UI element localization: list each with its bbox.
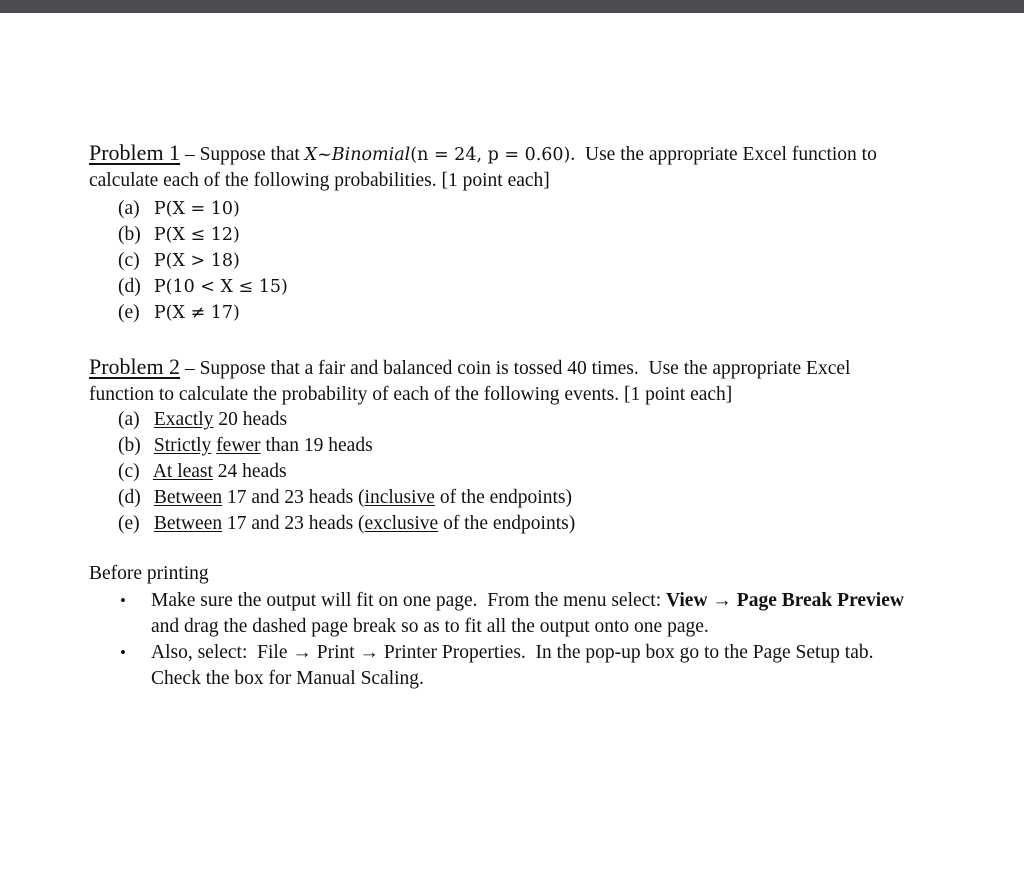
probability-expression: P(X ≤ 12) <box>153 225 240 245</box>
item-text: than 19 heads <box>260 435 373 456</box>
window-top-bar <box>0 0 1024 13</box>
item-label: (a) <box>118 198 140 219</box>
document-page <box>0 13 1024 893</box>
item-label: (c) <box>118 461 140 482</box>
bullet-icon: • <box>120 591 126 610</box>
list-item <box>118 222 288 248</box>
distribution-params: (n = 24, p = 0.60) <box>410 145 571 165</box>
distribution-tilde: ~ <box>317 145 332 165</box>
list-item <box>118 407 575 433</box>
problem-1-line-2: calculate each of the following probabilities. [1 point each] <box>89 170 550 191</box>
problem-1-line-1 <box>89 140 969 168</box>
problem-2-heading: Problem 2 <box>89 354 181 379</box>
underlined-term: At least <box>152 461 213 482</box>
list-item <box>118 248 288 274</box>
underlined-term: inclusive <box>364 487 435 508</box>
problem-2-line-1 <box>89 354 969 382</box>
list-item <box>118 300 288 326</box>
problem-1-intro: – Suppose that <box>180 144 305 165</box>
item-label: (e) <box>118 302 140 323</box>
underlined-term: fewer <box>216 435 261 456</box>
bullet-icon: • <box>120 643 126 662</box>
probability-expression: P(X ≠ 17) <box>153 303 240 323</box>
underlined-term: Between <box>153 513 223 534</box>
item-label: (d) <box>118 487 141 508</box>
item-text: of the endpoints) <box>434 487 572 508</box>
item-text: 17 and 23 heads ( <box>222 487 365 508</box>
problem-1-paragraph <box>89 140 969 194</box>
item-label: (c) <box>118 250 140 271</box>
probability-expression: P(X = 10) <box>153 199 240 219</box>
item-label: (b) <box>118 435 141 456</box>
distribution-variable: X <box>304 145 318 165</box>
item-text: 17 and 23 heads ( <box>222 513 365 534</box>
problem-2-list <box>118 407 575 537</box>
bullet-1-line-1 <box>151 588 989 614</box>
probability-expression: P(X > 18) <box>153 251 240 271</box>
underlined-term: Strictly <box>153 435 212 456</box>
list-item <box>118 485 575 511</box>
list-item <box>118 274 288 300</box>
bullet-item <box>89 588 989 640</box>
list-item <box>118 511 575 537</box>
arrow-icon: → <box>707 590 737 611</box>
problem-2-line-1-tail: – Suppose that a fair and balanced coin is tossed 40 times. Use the appropriate Excel <box>180 358 851 379</box>
printing-heading: Before printing <box>89 563 209 584</box>
item-text: 24 heads <box>212 461 287 482</box>
menu-view: View <box>666 590 708 611</box>
list-item <box>118 433 575 459</box>
item-label: (d) <box>118 276 141 297</box>
problem-1-line-1-tail: Use the appropriate Excel function to <box>575 144 877 165</box>
underlined-term: exclusive <box>364 513 439 534</box>
bullet-2-line-2: Check the box for Manual Scaling. <box>151 668 424 689</box>
bullet-1-line-2: and drag the dashed page break so as to fit all the output onto one page. <box>151 616 709 637</box>
problem-1-heading: Problem 1 <box>89 140 181 165</box>
distribution-name: Binomial <box>331 145 411 165</box>
probability-expression: P(10 < X ≤ 15) <box>153 277 288 297</box>
problem-1-list <box>118 196 288 326</box>
problem-2-line-2: function to calculate the probability of each of the following events. [1 point each] <box>89 384 733 405</box>
item-label: (b) <box>118 224 141 245</box>
menu-page-break-preview: Page Break Preview <box>736 590 904 611</box>
printing-bullets <box>89 588 989 692</box>
underlined-term: Exactly <box>153 409 214 430</box>
item-label: (a) <box>118 409 140 430</box>
distribution-period: . <box>570 144 576 165</box>
bullet-1-text: Make sure the output will fit on one page. From the menu select: <box>151 590 667 611</box>
list-item <box>118 196 288 222</box>
item-label: (e) <box>118 513 140 534</box>
bullet-2-line-1: Also, select: File → Print → Printer Properties. In the pop-up box go to the Page Setup tab. <box>151 642 874 663</box>
bullet-item <box>89 640 989 692</box>
problem-2-paragraph <box>89 354 969 408</box>
item-text: 20 heads <box>213 409 288 430</box>
underlined-term: Between <box>153 487 223 508</box>
list-item <box>118 459 575 485</box>
item-text: of the endpoints) <box>438 513 576 534</box>
